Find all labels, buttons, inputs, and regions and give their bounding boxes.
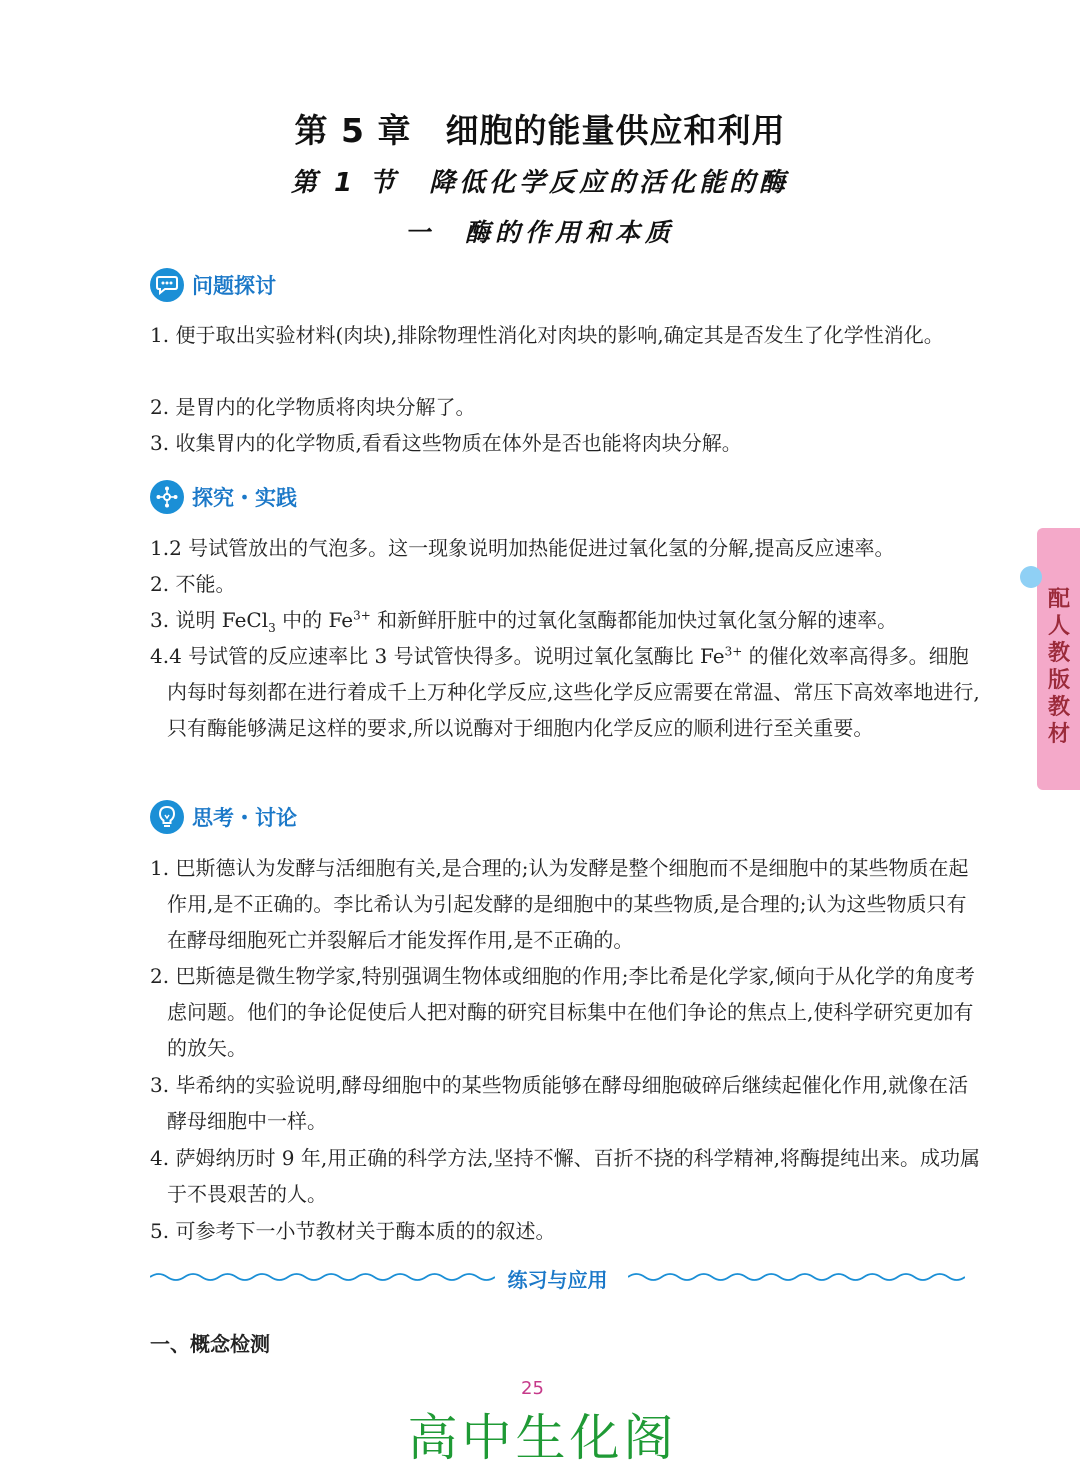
exercise-divider xyxy=(150,1262,965,1294)
subsection-title: 一 酶的作用和本质 xyxy=(404,218,675,247)
practice-section-label: 探究・实践 xyxy=(192,486,297,510)
discussion-section-header xyxy=(150,800,297,834)
discussion-item-2: 2. 巴斯德是微生物学家,特别强调生物体或细胞的作用;李比希是化学家,倾向于从化学的角度考虑问题。他们的争论促使后人把对酶的研究目标集中在他们争论的焦点上,使科学研究更加有的放矢。 xyxy=(150,964,975,1060)
discussion-item-5: 5. 可参考下一小节教材关于酶本质的的叙述。 xyxy=(150,1219,556,1243)
problem-section-header xyxy=(150,268,276,302)
lightbulb-icon xyxy=(150,800,184,834)
problem-item-1: 1. 便于取出实验材料(肉块),排除物理性消化对肉块的影响,确定其是否发生了化学性消化。 xyxy=(150,323,944,347)
discussion-section-label: 思考・讨论 xyxy=(192,806,297,830)
problem-item-3: 3. 收集胃内的化学物质,看看这些物质在体外是否也能将肉块分解。 xyxy=(150,431,742,455)
discussion-item-1: 1. 巴斯德认为发酵与活细胞有关,是合理的;认为发酵是整个细胞而不是细胞中的某些物质在起作用,是不正确的。李比希认为引起发酵的是细胞中的某些物质,是合理的;认为这些物质只有在酵母细胞死亡并裂解后才能发挥作用,是不正确的。 xyxy=(150,856,969,952)
practice-section-header xyxy=(150,480,297,514)
discussion-item-4: 4. 萨姆纳历时 9 年,用正确的科学方法,坚持不懈、百折不挠的科学精神,将酶提纯出来。成功属于不畏艰苦的人。 xyxy=(150,1146,980,1206)
practice-item-1: 1.2 号试管放出的气泡多。这一现象说明加热能促进过氧化氢的分解,提高反应速率。 xyxy=(150,536,895,560)
chapter-title: 第 5 章 细胞的能量供应和利用 xyxy=(294,111,786,150)
watermark: 高中生化阁 xyxy=(407,1409,678,1467)
page-number: 25 xyxy=(521,1378,544,1399)
problem-item-2: 2. 是胃内的化学物质将肉块分解了。 xyxy=(150,395,476,419)
discussion-item-3: 3. 毕希纳的实验说明,酵母细胞中的某些物质能够在酵母细胞破碎后继续起催化作用,就像在活酵母细胞中一样。 xyxy=(150,1073,969,1133)
wave-divider-right xyxy=(628,1268,965,1286)
practice-item-3: 3. 说明 FeCl$_3$ 中的 $Fe^{3+}$ 和新鲜肝脏中的过氧化氢酶都能加快过氧化氢分解的速率。 xyxy=(150,608,898,635)
practice-item-4: 4.4 号试管的反应速率比 3 号试管快得多。说明过氧化氢酶比 $Fe^{3+}$ 的催化效率高得多。细胞内每时每刻都在进行着成千上万种化学反应,这些化学反应需要在常温、常压下高效率地进行,只有酶能够满足这样的要求,所以说酶对于细胞内化学反应的顺利进行至关重要。 xyxy=(150,644,980,740)
exercise-label: 练习与应用 xyxy=(507,1268,608,1292)
concept-check-heading: 一、概念检测 xyxy=(150,1332,270,1356)
problem-section-label: 问题探讨 xyxy=(192,274,276,298)
practice-item-2: 2. 不能。 xyxy=(150,572,236,596)
section-title: 第 1 节 降低化学反应的活化能的酶 xyxy=(290,168,790,198)
side-tab-dot xyxy=(1020,566,1042,588)
speech-bubble-icon xyxy=(150,268,184,302)
side-tab-label: 配人教版教材 xyxy=(1047,587,1070,747)
molecule-icon xyxy=(150,480,184,514)
